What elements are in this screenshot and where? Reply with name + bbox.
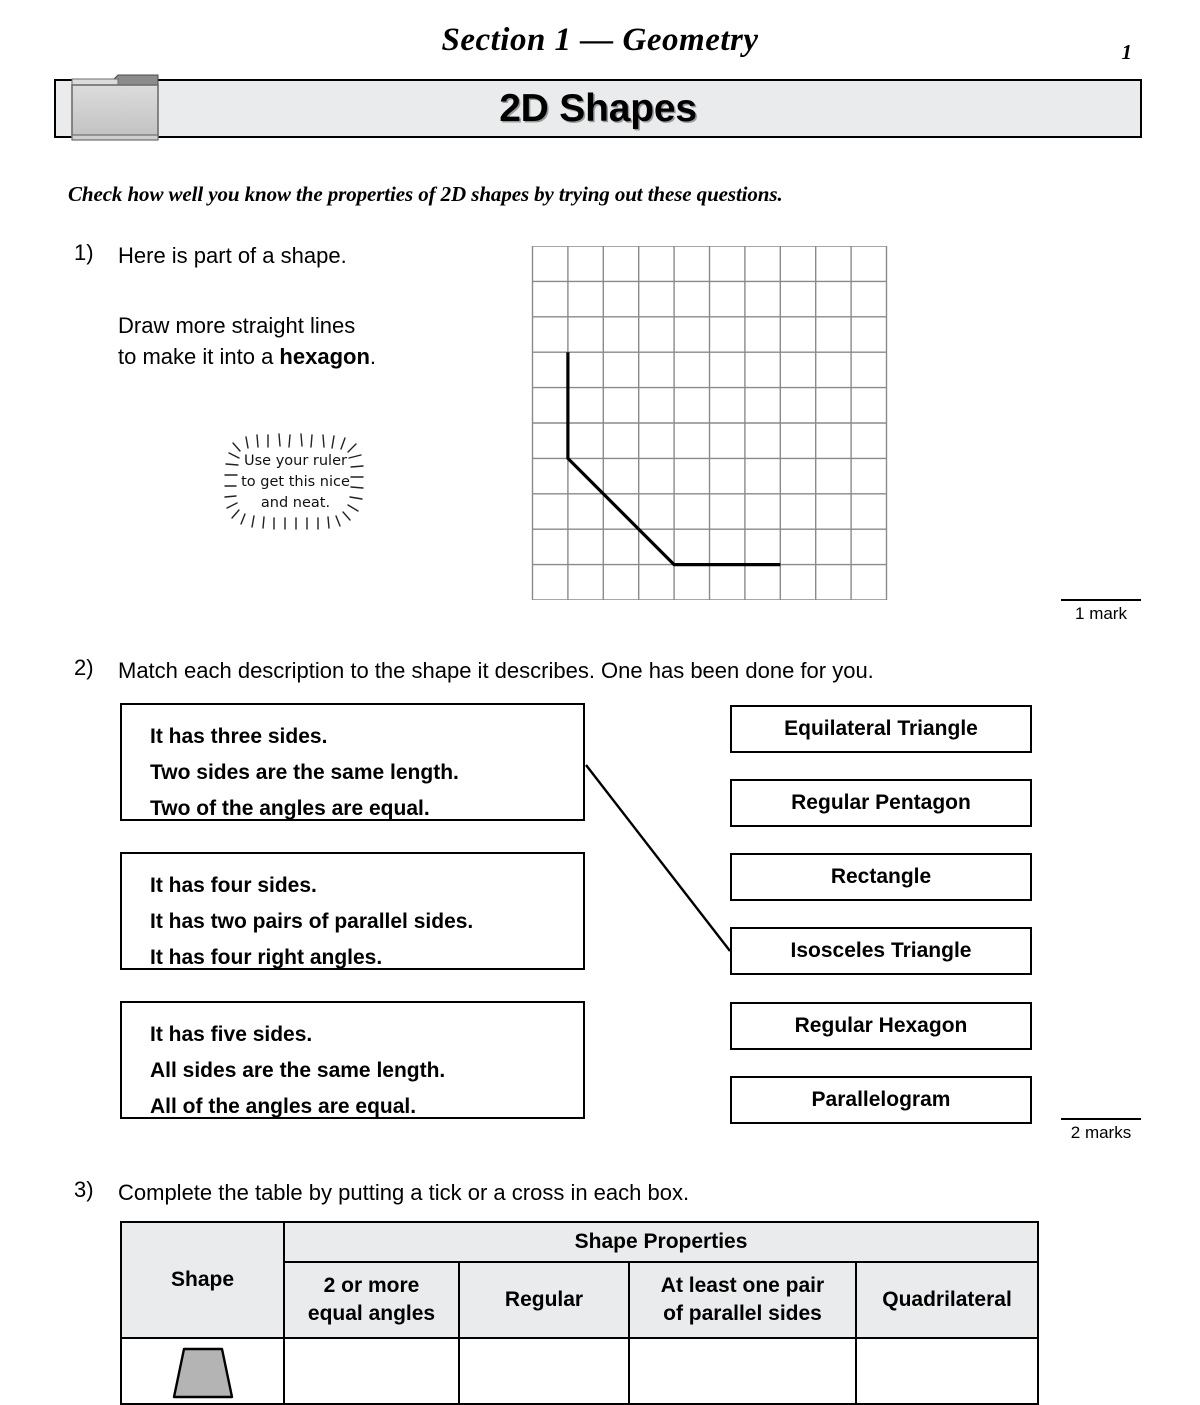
q1-instruction [118, 310, 498, 372]
shape-box-label: Equilateral Triangle [784, 717, 978, 740]
grid-svg [531, 246, 888, 600]
intro-text: Check how well you know the properties of 2D shapes by trying out these questions. [68, 182, 783, 206]
q1-line2b-pre: to make it into a [118, 344, 280, 369]
description-line: All of the angles are equal. [150, 1095, 417, 1118]
q2-marks-rule [1061, 1118, 1141, 1120]
table-cell-equal-angles[interactable] [284, 1338, 459, 1404]
description-box-3[interactable] [120, 1001, 585, 1119]
shape-box-label: Rectangle [830, 865, 932, 888]
q1-number: 1) [74, 240, 94, 265]
description-line: All sides are the same length. [150, 1059, 446, 1082]
ruler-hint-bubble [213, 427, 378, 537]
shape-box-equilateral-triangle[interactable] [730, 705, 1032, 753]
description-box-1[interactable] [120, 703, 585, 821]
section-title: Section 1 — Geometry [441, 22, 759, 58]
q2-prompt: Match each description to the shape it describes. One has been done for you. [118, 658, 874, 683]
table-cell-quadrilateral[interactable] [856, 1338, 1038, 1404]
q1-marks [1056, 599, 1146, 624]
table-cell-parallel-sides[interactable] [629, 1338, 856, 1404]
table-header-shape: Shape [121, 1222, 284, 1338]
trapezium-icon [158, 1345, 248, 1401]
q1-line1: Here is part of a shape. [118, 243, 347, 268]
shape-box-regular-pentagon[interactable] [730, 779, 1032, 827]
page-title: 2D Shapes [499, 86, 697, 130]
description-line: It has two pairs of parallel sides. [150, 910, 474, 933]
q2-marks [1056, 1118, 1146, 1143]
ruler-hint-line1: Use your ruler [244, 452, 347, 469]
shape-box-label: Regular Pentagon [791, 791, 971, 814]
q1-line2b-post: . [369, 344, 377, 369]
description-line: It has three sides. [150, 725, 328, 748]
shape-box-isosceles-triangle[interactable] [730, 927, 1032, 975]
q3-number: 3) [74, 1177, 94, 1202]
ruler-hint-line3: and neat. [260, 494, 331, 511]
description-line: It has four right angles. [150, 946, 383, 969]
shape-box-rectangle[interactable] [730, 853, 1032, 901]
table-cell-shape-trapezium [121, 1338, 284, 1404]
shape-properties-table [120, 1221, 1039, 1405]
q1-marks-label: 1 mark [1075, 604, 1127, 623]
table-header-quadrilateral: Quadrilateral [856, 1262, 1038, 1338]
table-header-row-1 [121, 1222, 1038, 1262]
q3-prompt: Complete the table by putting a tick or a cross in each box. [118, 1180, 690, 1205]
description-line: It has four sides. [150, 874, 317, 897]
description-box-2[interactable] [120, 852, 585, 970]
table-header-group: Shape Properties [284, 1222, 1038, 1262]
shape-box-label: Isosceles Triangle [790, 939, 972, 962]
shape-box-parallelogram[interactable] [730, 1076, 1032, 1124]
q1-marks-rule [1061, 599, 1141, 601]
title-bar [54, 79, 1142, 138]
q2-marks-label: 2 marks [1070, 1123, 1132, 1142]
page-number: 1 [1121, 40, 1132, 64]
table-header-regular: Regular [459, 1262, 629, 1338]
q2-number: 2) [74, 655, 94, 680]
description-line: It has five sides. [150, 1023, 313, 1046]
ruler-hint-text [213, 427, 378, 537]
table-header-equal-angles: 2 or more equal angles [284, 1262, 459, 1338]
ruler-hint-line2: to get this nice [241, 473, 350, 490]
table-row [121, 1338, 1038, 1404]
q1-grid[interactable] [531, 246, 888, 600]
table-header-parallel-sides: At least one pair of parallel sides [629, 1262, 856, 1338]
description-line: Two sides are the same length. [150, 761, 459, 784]
shape-box-label: Regular Hexagon [794, 1014, 968, 1037]
shape-box-regular-hexagon[interactable] [730, 1002, 1032, 1050]
table-cell-regular[interactable] [459, 1338, 629, 1404]
shape-box-label: Parallelogram [811, 1088, 951, 1111]
q1-line2a: Draw more straight lines [118, 313, 356, 338]
description-line: Two of the angles are equal. [150, 797, 430, 820]
q1-keyword: hexagon [279, 344, 370, 369]
